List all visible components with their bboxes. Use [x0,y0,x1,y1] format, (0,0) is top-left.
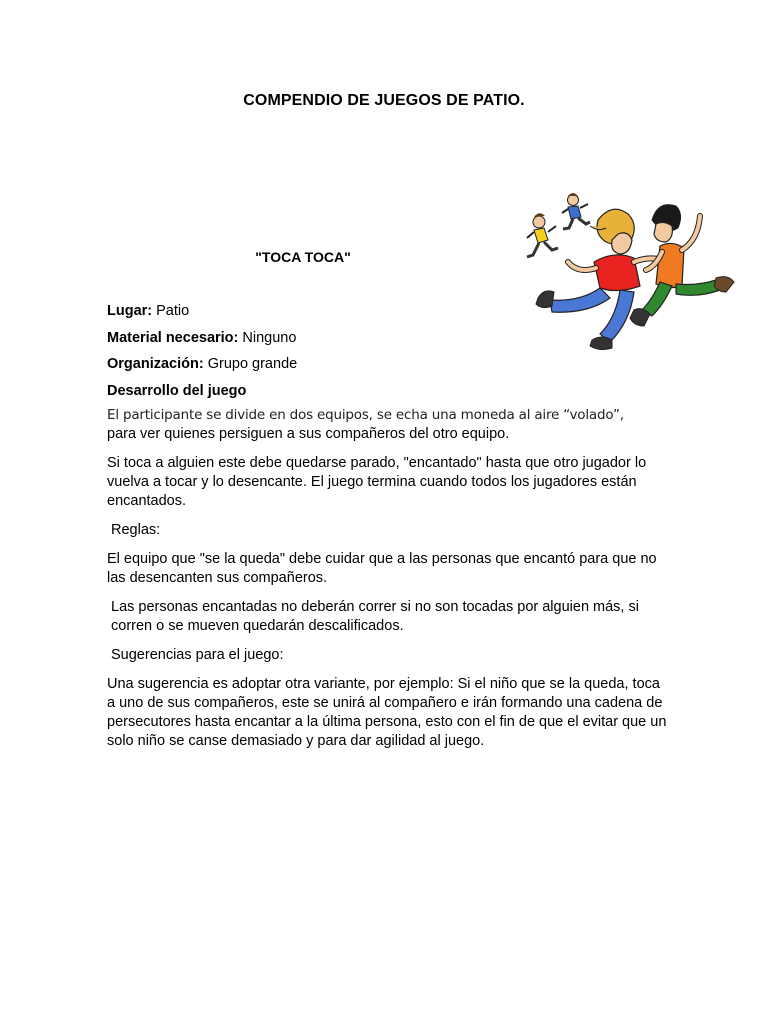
field-lugar [107,302,667,321]
field-value: Patio [152,303,190,319]
rules-heading: Reglas: [111,521,161,538]
small-kid-blue-icon [562,193,590,229]
paragraph-encantado: Si toca a alguien este debe quedarse parado, "encantado" hasta que otro jugador lo vuelva a tocar y lo desencante. El juego termina cuando todos los jugadores están encantados. [107,454,647,509]
field-label: Lugar: [107,303,153,319]
suggestion-paragraph: Una sugerencia es adoptar otra variante, por ejemplo: Si el niño que se la queda, toca a uno de sus compañeros, este se unirá al compañero e irán formando una cadena de persecutores hasta encantar a la última persona, esto con el fin de que el evitar que un solo niño se canse demasiado y para dar agilidad al juego. [107,675,667,749]
field-label: Material necesario: [107,329,239,346]
intro-line-1: El participante se divide en dos equipos, se echa una moneda al aire “volado”, [107,406,624,423]
suggestions-heading: Sugerencias para el juego: [111,646,284,663]
field-value: Grupo grande [203,356,298,372]
field-label: Organización: [107,356,204,372]
game-title: "TOCA TOCA" [255,249,351,265]
section-heading-desarrollo: Desarrollo del juego [107,382,247,399]
rule-paragraph-1: El equipo que "se la queda" debe cuidar que a las personas que encantó para que no las desencanten sus compañeros. [107,550,657,586]
rule-paragraph-2: Las personas encantadas no deberán correr si no son tocadas por alguien más, si corren o se mueven quedarán descalificados. [111,598,639,634]
small-kid-yellow-icon [527,213,558,257]
document-title: COMPENDIO DE JUEGOS DE PATIO. [243,92,525,109]
document-body [107,302,667,761]
field-material [107,329,667,348]
intro-line-2: para ver quienes persiguen a sus compañeros del otro equipo. [107,425,510,442]
field-value: Ninguno [238,329,297,346]
paragraph-intro [107,406,667,444]
field-organizacion [107,355,667,374]
